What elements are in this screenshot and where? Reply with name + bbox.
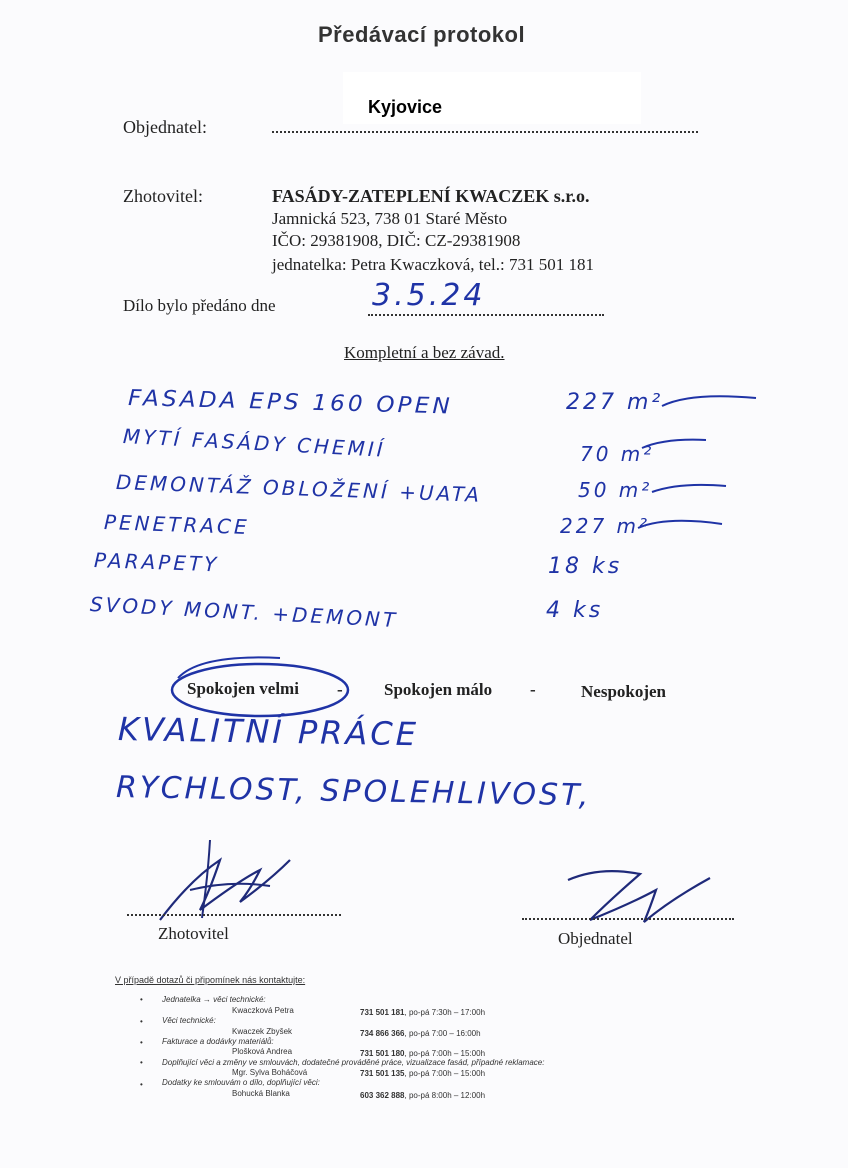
contact-hours: , po-pá 8:00h – 12:00h [404,1091,486,1100]
contact-person: Mgr. Sylva Boháčová [232,1068,308,1077]
contractor-ids: IČO: 29381908, DIČ: CZ-29381908 [272,231,521,250]
contact-phone: 603 362 888 [360,1091,405,1100]
customer-signature-line [522,918,734,920]
work-item: PARAPETY [93,548,220,577]
customer-dotted-line [272,131,698,133]
document-title: Předávací protokol [318,22,526,47]
contractor-signature-line [127,914,341,916]
contact-role: Věci technické: [162,1016,216,1025]
comment-line: KVALITNÍ PRÁCE [117,710,420,754]
contact-bullet: • [140,1080,143,1089]
work-qty: 227 m² [566,390,664,415]
option-little-satisfied: Spokojen málo [384,680,493,699]
comment-line: RYCHLOST, SPOLEHLIVOST, [115,770,592,814]
work-qty: 4 ks [546,598,604,623]
work-item: SVODY MONT. +DEMONT [89,592,399,633]
option-separator: - [337,680,343,699]
handover-date: 3.5.24 [372,278,486,313]
contact-phone: 731 501 181 [360,1008,405,1017]
contact-bullet: • [140,1017,143,1026]
handover-dotted-line [368,314,604,316]
qty-underline-mark [640,432,710,456]
contractor-director: jednatelka: Petra Kwaczková, tel.: 731 501 181 [272,255,594,274]
contact-intro: V případě dotazů či připomínek nás kontaktujte: [115,975,306,985]
contact-role: Doplňující věci a změny ve smlouvách, dodatečné prováděné práce, vizualizace fasád, případné reklamace: [162,1058,545,1067]
contact-person: Bohucká Blanka [232,1089,290,1098]
condition-text: Kompletní a bez závad. [344,343,505,362]
contractor-address: Jamnická 523, 738 01 Staré Město [272,209,508,228]
qty-underline-mark [636,512,726,536]
contact-phone-line [360,1049,485,1058]
contact-bullet: • [140,1058,143,1067]
contact-hours: , po-pá 7:00 – 16:00h [404,1029,481,1038]
contact-hours: , po-pá 7:00h – 15:00h [404,1069,486,1078]
work-qty: 227 m² [560,514,651,538]
contact-phone: 731 501 135 [360,1069,405,1078]
contact-role: Jednatelka → věci technické: [162,995,266,1004]
contact-role: Fakturace a dodávky materiálů: [162,1037,274,1046]
contact-person: Kwaczková Petra [232,1006,294,1015]
customer-value: Kyjovice [368,97,443,117]
contact-bullet: • [140,1038,143,1047]
contact-role: Dodatky ke smlouvám o dílo, doplňující věci: [162,1078,320,1087]
contact-bullet: • [140,995,143,1004]
work-item: DEMONTÁŽ OBLOŽENÍ +UATA [115,470,483,507]
contractor-signature-label: Zhotovitel [158,924,229,943]
work-qty: 18 ks [548,554,623,579]
work-item: FASADA EPS 160 OPEN [127,386,454,420]
contact-phone-line [360,1008,485,1017]
contact-phone: 734 866 366 [360,1029,405,1038]
work-qty: 50 m² [578,478,653,502]
work-qty: 70 m² [580,442,655,466]
contact-phone: 731 501 180 [360,1049,405,1058]
work-item: MYTÍ FASÁDY CHEMIÍ [122,424,387,462]
contact-person: Kwaczek Zbyšek [232,1027,293,1036]
option-separator: - [530,680,536,699]
customer-label: Objednatel: [123,117,207,137]
contact-hours: , po-pá 7:00h – 15:00h [404,1049,486,1058]
contact-phone-line [360,1069,485,1078]
contact-person: Plošková Andrea [232,1047,293,1056]
work-item: PENETRACE [103,510,251,540]
customer-signature-label: Objednatel [558,929,633,948]
contact-phone-line [360,1029,481,1038]
contact-phone-line [360,1091,485,1100]
option-very-satisfied: Spokojen velmi [187,679,299,698]
contractor-name: FASÁDY-ZATEPLENÍ KWACZEK s.r.o. [272,186,590,206]
contractor-label: Zhotovitel: [123,186,203,206]
qty-underline-mark [660,388,760,412]
handover-label: Dílo bylo předáno dne [123,296,276,315]
option-dissatisfied: Nespokojen [581,682,667,701]
qty-underline-mark [650,476,730,500]
contact-hours: , po-pá 7:30h – 17:00h [404,1008,486,1017]
